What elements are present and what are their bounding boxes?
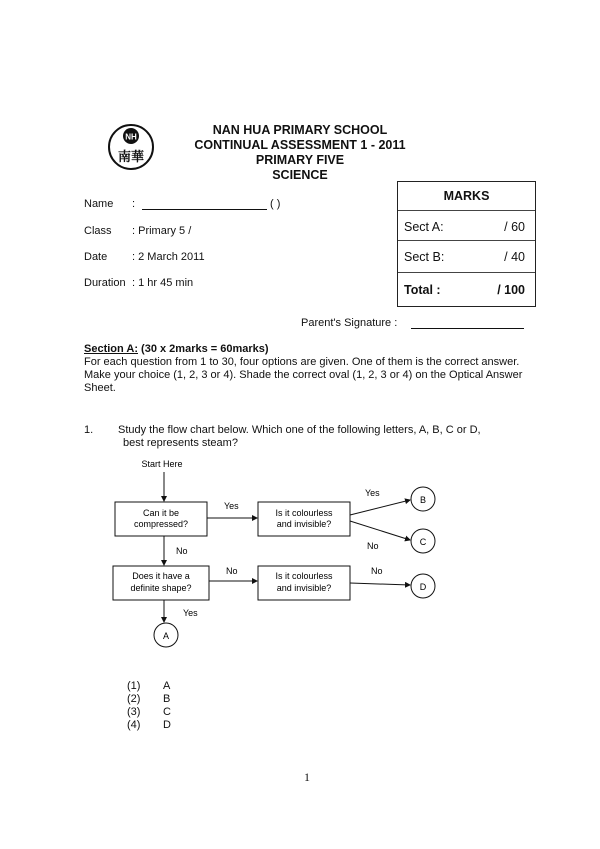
sect-a-label: Sect A: xyxy=(404,220,444,234)
arrow-no4 xyxy=(350,583,410,585)
flowchart xyxy=(100,455,460,655)
circle-a-label: A xyxy=(162,631,170,641)
circle-b-label: B xyxy=(419,495,427,505)
marks-row-total xyxy=(398,272,535,307)
logo-initials: NH xyxy=(125,132,137,142)
name-register-paren: ( ) xyxy=(270,198,281,210)
box3-line2: definite shape? xyxy=(130,583,192,593)
box4-line2: and invisible? xyxy=(276,583,332,593)
marks-box xyxy=(397,181,536,307)
flow-no2: No xyxy=(367,541,379,551)
duration-label: Duration xyxy=(84,277,126,289)
section-a-title: Section A: xyxy=(84,343,138,355)
section-a-instructions: For each question from 1 to 30, four options are given. One of them is the correct answer. Make your choice (1, 2, 3 or 4). Shade the correct oval (1, 2, 3 or 4) on the Optical Answer Sheet. xyxy=(84,356,523,394)
box1-line1: Can it be xyxy=(142,508,180,518)
parent-signature-line[interactable] xyxy=(411,328,524,329)
name-label: Name xyxy=(84,198,114,210)
flow-start-label: Start Here xyxy=(141,459,183,469)
logo-chinese-text: 南華 xyxy=(117,150,145,165)
date-value: : 2 March 2011 xyxy=(132,251,205,263)
flow-yes3: Yes xyxy=(183,608,198,618)
flow-no3: No xyxy=(226,566,238,576)
date-label: Date xyxy=(84,251,108,263)
flow-no4: No xyxy=(371,566,383,576)
circle-d-label: D xyxy=(419,582,427,592)
option-list xyxy=(127,680,171,732)
section-a-heading xyxy=(84,343,269,356)
sect-b-label: Sect B: xyxy=(404,250,445,264)
box3-line1: Does it have a xyxy=(132,571,190,581)
school-logo xyxy=(106,121,156,173)
assessment-title: CONTINUAL ASSESSMENT 1 - 2011 xyxy=(194,138,406,152)
box2-line2: and invisible? xyxy=(276,519,332,529)
duration-value: : 1 hr 45 min xyxy=(132,277,194,289)
sect-b-value: / 40 xyxy=(504,250,525,264)
option-2[interactable] xyxy=(127,693,171,706)
option-1[interactable] xyxy=(127,680,171,693)
option-3[interactable] xyxy=(127,706,171,719)
flow-yes2: Yes xyxy=(365,488,380,498)
total-value: / 100 xyxy=(497,283,525,297)
option-1-num: (1) xyxy=(127,680,141,692)
arrow-no2 xyxy=(350,521,410,540)
school-name: NAN HUA PRIMARY SCHOOL xyxy=(212,123,388,137)
option-3-letter: C xyxy=(163,706,171,718)
parent-signature-label: Parent's Signature : xyxy=(301,317,398,329)
flow-no1: No xyxy=(176,546,188,556)
name-line[interactable] xyxy=(142,209,267,210)
question-text-line2: best represents steam? xyxy=(123,437,238,449)
name-colon: : xyxy=(132,198,136,210)
option-4-letter: D xyxy=(163,719,171,731)
page-number: 1 xyxy=(304,770,310,784)
total-label: Total : xyxy=(404,283,441,297)
class-value: : Primary 5 / xyxy=(132,225,192,237)
question-text-line1: Study the flow chart below. Which one of the following letters, A, B, C or D, xyxy=(118,424,481,436)
sect-a-value: / 60 xyxy=(504,220,525,234)
box2-line1: Is it colourless xyxy=(275,508,333,518)
flow-yes1: Yes xyxy=(224,501,239,511)
box4-line1: Is it colourless xyxy=(275,571,333,581)
level-title: PRIMARY FIVE xyxy=(255,153,345,167)
option-2-letter: B xyxy=(163,693,171,705)
arrow-yes2 xyxy=(350,500,410,515)
option-3-num: (3) xyxy=(127,706,141,718)
option-2-num: (2) xyxy=(127,693,141,705)
marks-row-sect-a xyxy=(398,210,535,241)
section-a-marks: (30 x 2marks = 60marks) xyxy=(138,343,269,355)
option-4-num: (4) xyxy=(127,719,141,731)
box1-line2: compressed? xyxy=(133,519,189,529)
option-4[interactable] xyxy=(127,719,171,732)
subject-title: SCIENCE xyxy=(272,168,328,182)
circle-c-label: C xyxy=(419,537,427,547)
marks-row-sect-b xyxy=(398,240,535,273)
option-1-letter: A xyxy=(163,680,171,692)
marks-title: MARKS xyxy=(443,189,490,203)
question-number: 1. xyxy=(84,424,94,436)
class-label: Class xyxy=(84,225,112,237)
